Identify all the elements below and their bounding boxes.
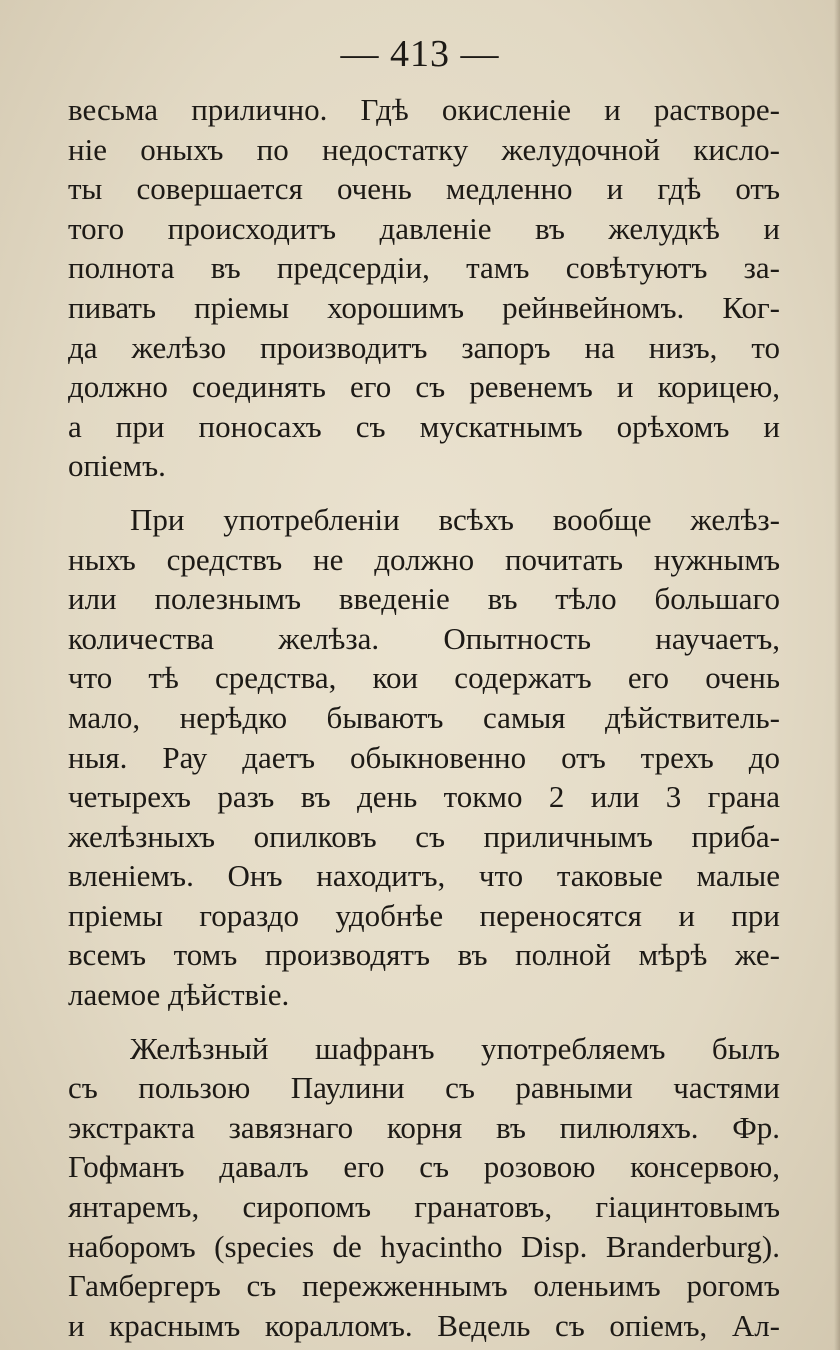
text-line: всемъ томъ производятъ въ полной мѣрѣ же- [68,937,780,973]
text-line: пріемы гораздо удобнѣе переносятся и при [68,897,780,933]
text-line: наборомъ (species de hyacintho Disp. Branderburg). [68,1228,780,1264]
text-line: Желѣзный шафранъ употребляемъ былъ [130,1030,780,1066]
paragraph-gap [68,486,780,500]
text-line: что тѣ средства, кои содержатъ его очень [68,660,780,696]
text-line: лаемое дѣйствіе. [68,977,290,1013]
paragraph-2 [68,500,780,1015]
text-line: и краснымъ коралломъ. Ведель съ опіемъ, Ал- [68,1307,780,1343]
text-line: янтаремъ, сиропомъ гранатовъ, гіацинтовымъ [68,1189,780,1225]
text-line: весьма прилично. Гдѣ окисленіе и растворе- [68,92,780,127]
text-line: ныхъ средствъ не должно почитать нужнымъ [68,541,780,577]
text-line: полнота въ предсердіи, тамъ совѣтуютъ за- [68,250,780,286]
text-line: Гофманъ давалъ его съ розовою консервою, [68,1149,780,1185]
text-line: ныя. Рау даетъ обыкновенно отъ трехъ до [68,739,780,775]
text-line: опіемъ. [68,448,166,484]
text-line: а при поносахъ съ мускатнымъ орѣхомъ и [68,408,780,444]
text-line: да желѣзо производитъ запоръ на низъ, то [68,329,780,365]
text-line: должно соединять его съ ревенемъ и корицею, [68,369,780,405]
page-number: — 413 — [340,33,500,75]
paragraph-3 [68,1029,780,1346]
text-line: количества желѣза. Опытность научаетъ, [68,620,780,656]
text-line: При употребленіи всѣхъ вообще желѣз- [130,501,780,537]
text-line: экстракта завязнаго корня въ пилюляхъ. Фр. [68,1109,780,1145]
paragraph-gap [68,1015,780,1029]
page-body [68,90,780,1345]
page-edge-shadow [834,0,840,1350]
text-line: вленіемъ. Онъ находитъ, что таковые малые [68,858,780,894]
text-line: ты совершается очень медленно и гдѣ отъ [68,171,780,207]
text-line: Гамбергеръ съ пережженнымъ оленьимъ рогомъ [68,1268,780,1304]
text-line: мало, нерѣдко бываютъ самыя дѣйствитель- [68,699,780,735]
text-line: ніе оныхъ по недостатку желудочной кисло- [68,131,780,167]
text-line: четырехъ разъ въ день токмо 2 или 3 грана [68,779,780,815]
text-line: пивать пріемы хорошимъ рейнвейномъ. Ког- [68,289,780,325]
text-line: желѣзныхъ опилковъ съ приличнымъ приба- [68,818,780,854]
paragraph-1 [68,90,780,486]
text-line: съ пользою Паулини съ равными частями [68,1070,780,1106]
text-line: того происходитъ давленіе въ желудкѣ и [68,210,780,246]
text-line: или полезнымъ введеніе въ тѣло большаго [68,581,780,617]
